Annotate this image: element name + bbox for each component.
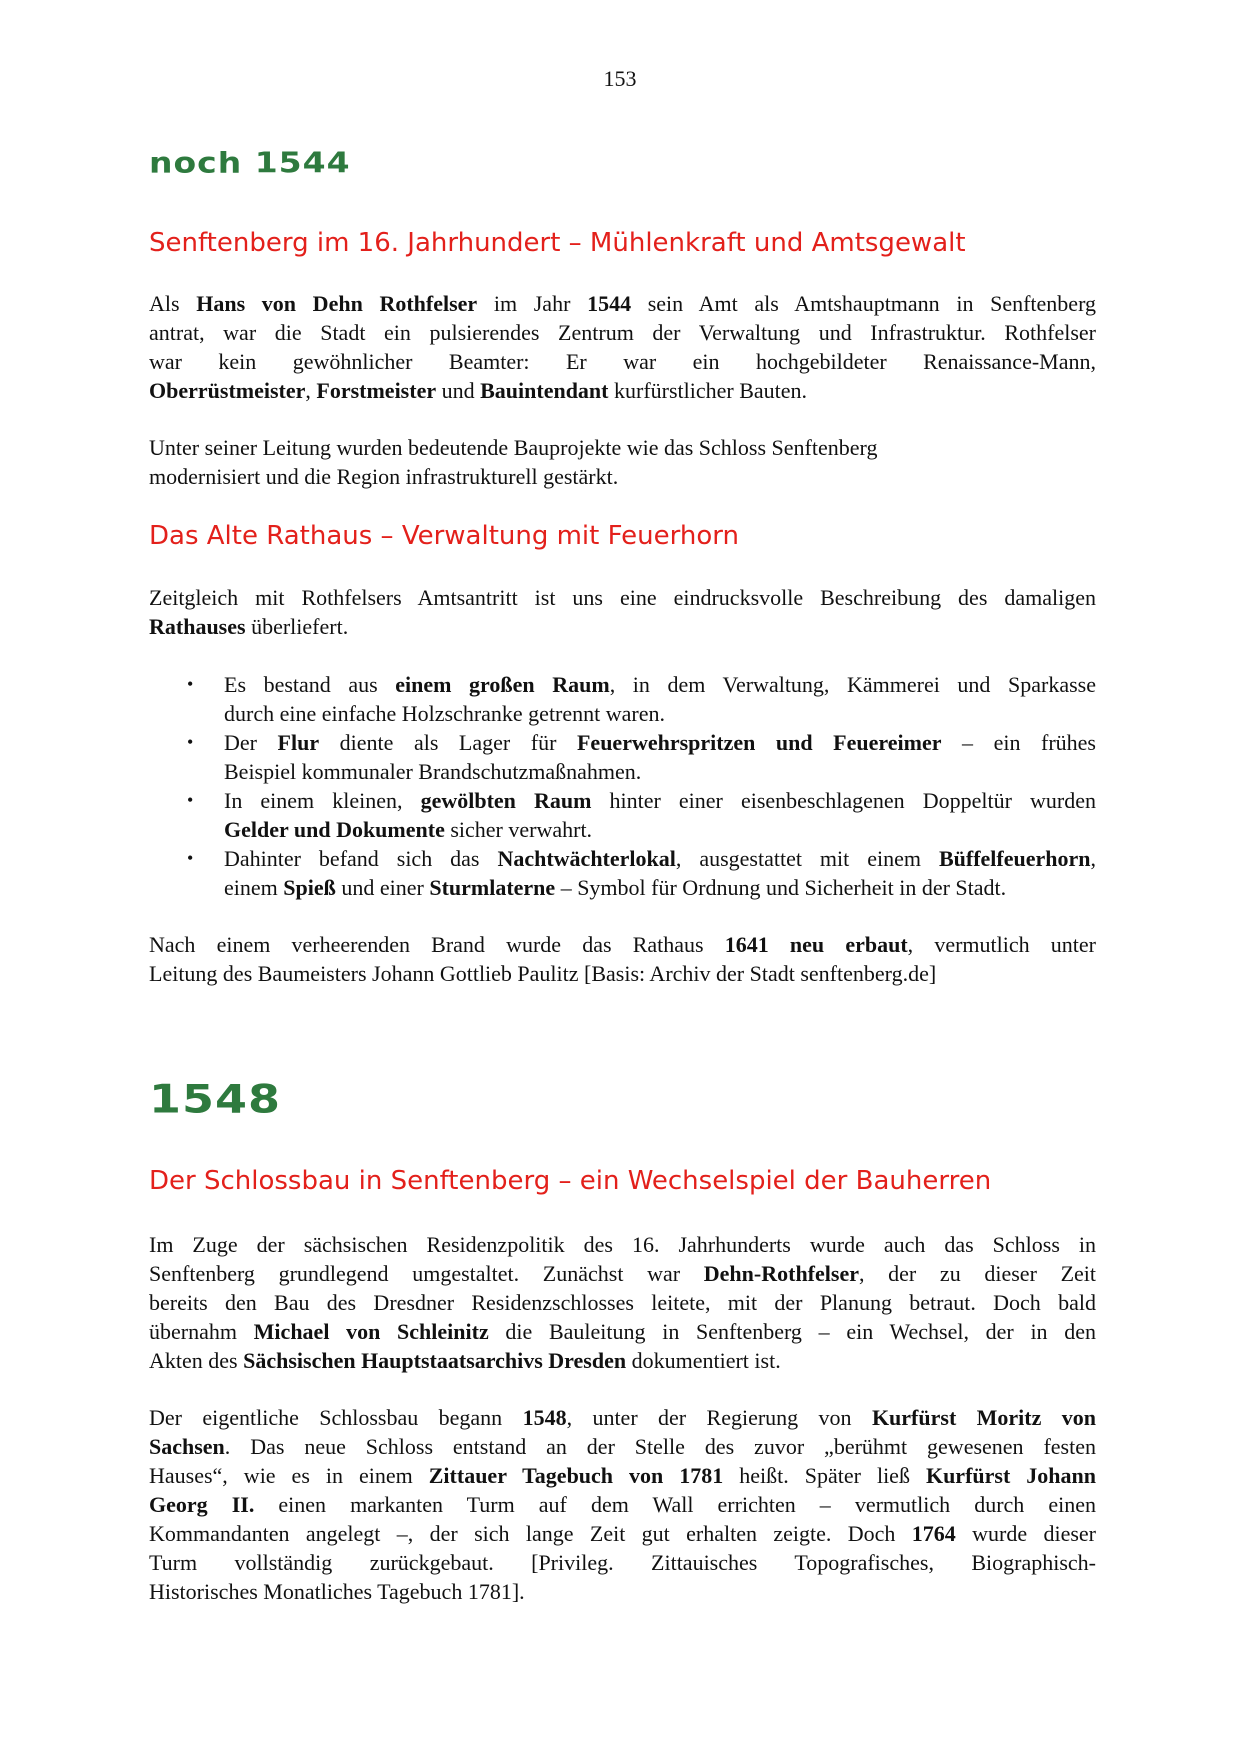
paragraph-line: modernisiert und die Region infrastrukturell gestärkt.: [149, 464, 619, 489]
paragraph-line: Zeitgleich mit Rothfelsers Amtsantritt ist uns eine eindrucksvolle Beschreibung des damaligen: [149, 585, 1096, 610]
list-line: Gelder und Dokumente sicher verwahrt.: [224, 817, 593, 842]
list-item: [149, 728, 1096, 786]
page-number: 153: [603, 66, 637, 91]
list-line: einem Spieß und einer Sturmlaterne – Symbol für Ordnung und Sicherheit in der Stadt.: [224, 875, 1007, 900]
paragraph-line: Oberrüstmeister, Forstmeister und Bauintendant kurfürstlicher Bauten.: [149, 378, 808, 403]
bullet-icon: •: [187, 790, 194, 810]
list-line: In einem kleinen, gewölbten Raum hinter einer eisenbeschlagenen Doppeltür wurden: [224, 788, 1096, 813]
section-heading-altes-rathaus: Das Alte Rathaus – Verwaltung mit Feuerhorn: [149, 521, 739, 551]
bullet-icon: •: [187, 732, 194, 752]
paragraph-rathaus-brand: [149, 930, 1096, 988]
list-item: [149, 844, 1096, 902]
rathaus-bullet-list: [149, 670, 1096, 902]
year-heading-noch-1544: noch 1544: [149, 146, 351, 180]
paragraph-rathaus-intro: [149, 583, 1096, 641]
list-line: durch eine einfache Holzschranke getrennt waren.: [224, 701, 665, 726]
section-heading-senftenberg: Senftenberg im 16. Jahrhundert – Mühlenkraft und Amtsgewalt: [149, 228, 966, 258]
paragraph-line: Unter seiner Leitung wurden bedeutende Bauprojekte wie das Schloss Senftenberg: [149, 435, 878, 460]
paragraph-bauprojekte: [149, 433, 1096, 491]
list-item: [149, 786, 1096, 844]
bullet-icon: •: [187, 674, 194, 694]
paragraph-line: Der eigentliche Schlossbau begann 1548, unter der Regierung von Kurfürst Moritz von: [149, 1405, 1097, 1430]
paragraph-line: antrat, war die Stadt ein pulsierendes Zentrum der Verwaltung und Infrastruktur. Rothfelser: [149, 320, 1096, 345]
paragraph-line: Rathauses überliefert.: [149, 614, 349, 639]
paragraph-line: Leitung des Baumeisters Johann Gottlieb Paulitz [Basis: Archiv der Stadt senftenberg.de]: [149, 961, 937, 986]
paragraph-line: Nach einem verheerenden Brand wurde das Rathaus 1641 neu erbaut, vermutlich unter: [149, 932, 1097, 957]
list-line: Dahinter befand sich das Nachtwächterlokal, ausgestattet mit einem Büffelfeuerhorn,: [224, 846, 1096, 871]
paragraph-line: Als Hans von Dehn Rothfelser im Jahr 1544 sein Amt als Amtshauptmann in Senftenberg: [149, 291, 1096, 316]
paragraph-line: Hauses“, wie es in einem Zittauer Tagebuch von 1781 heißt. Später ließ Kurfürst Johann: [149, 1463, 1096, 1488]
paragraph-line: Historisches Monatliches Tagebuch 1781].: [149, 1579, 525, 1604]
year-heading-1548: 1548: [149, 1076, 282, 1122]
paragraph-line: Kommandanten angelegt –, der sich lange Zeit gut erhalten zeigte. Doch 1764 wurde dieser: [149, 1521, 1096, 1546]
section-heading-schlossbau: Der Schlossbau in Senftenberg – ein Wechselspiel der Bauherren: [149, 1166, 992, 1196]
bullet-icon: •: [187, 848, 194, 868]
paragraph-rothfelser-intro: [149, 289, 1096, 405]
paragraph-schlossbau-1548: [149, 1403, 1096, 1606]
paragraph-line: Im Zuge der sächsischen Residenzpolitik des 16. Jahrhunderts wurde auch das Schloss in: [149, 1232, 1096, 1257]
list-item: [149, 670, 1096, 728]
paragraph-line: Sachsen. Das neue Schloss entstand an der Stelle des zuvor „berühmt gewesenen festen: [149, 1434, 1096, 1459]
list-line: Beispiel kommunaler Brandschutzmaßnahmen.: [224, 759, 642, 784]
paragraph-line: war kein gewöhnlicher Beamter: Er war ein hochgebildeter Renaissance-Mann,: [149, 349, 1096, 374]
list-line: Der Flur diente als Lager für Feuerwehrspritzen und Feuereimer – ein frühes: [224, 730, 1096, 755]
paragraph-line: übernahm Michael von Schleinitz die Bauleitung in Senftenberg – ein Wechsel, der in den: [149, 1319, 1097, 1344]
paragraph-line: Georg II. einen markanten Turm auf dem Wall errichten – vermutlich durch einen: [149, 1492, 1097, 1517]
paragraph-line: Akten des Sächsischen Hauptstaatsarchivs Dresden dokumentiert ist.: [149, 1348, 781, 1373]
paragraph-line: Turm vollständig zurückgebaut. [Privileg. Zittauisches Topografisches, Biographisch-: [149, 1550, 1096, 1575]
paragraph-line: Senftenberg grundlegend umgestaltet. Zunächst war Dehn-Rothfelser, der zu dieser Zeit: [149, 1261, 1096, 1286]
list-line: Es bestand aus einem großen Raum, in dem Verwaltung, Kämmerei und Sparkasse: [224, 672, 1096, 697]
paragraph-line: bereits den Bau des Dresdner Residenzschlosses leitete, mit der Planung betraut. Doch bald: [149, 1290, 1096, 1315]
paragraph-residenzpolitik: [149, 1230, 1096, 1375]
